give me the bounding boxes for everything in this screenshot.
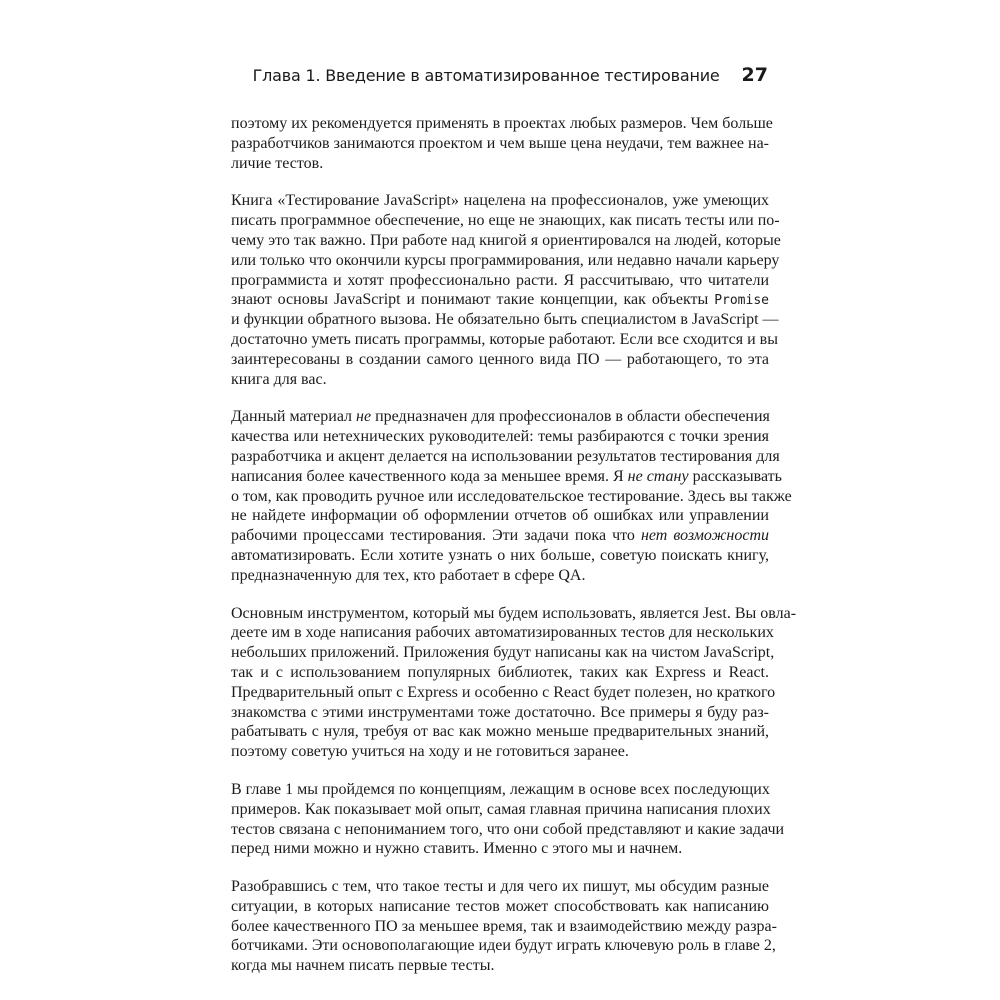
text-line	[231, 447, 780, 467]
text-line	[231, 191, 769, 211]
paragraph	[231, 780, 785, 859]
text-line	[231, 722, 769, 742]
text-line	[231, 604, 797, 624]
paragraph	[231, 191, 781, 389]
text-line	[231, 487, 792, 507]
text-segment: о том, как проводить ручное или исследовательское тестирование. Здесь вы также	[231, 487, 792, 505]
text-line	[231, 370, 769, 390]
text-line	[231, 467, 782, 487]
paragraph	[231, 604, 797, 762]
text-line	[231, 231, 781, 251]
text-segment: более качественного ПО за меньшее время, так и взаимодействию между разра-	[231, 917, 777, 935]
body-text	[231, 114, 797, 994]
text-segment: разработчика и акцент делается на использовании результатов тестирования для	[231, 447, 780, 465]
text-segment: писать программное обеспечение, но еще не знающих, как писать тесты или по-	[231, 212, 780, 230]
text-segment: личие тестов.	[231, 154, 324, 172]
text-line	[231, 780, 769, 800]
page-number: 27	[741, 64, 768, 86]
text-segment: В главе 1 мы пройдемся по концепциям, лежащим в основе всех последующих	[231, 780, 770, 798]
text-line	[231, 703, 769, 723]
text-line	[231, 877, 769, 897]
text-segment: и функции обратного вызова. Не обязательно быть специалистом в JavaScript —	[231, 311, 779, 329]
text-line	[231, 546, 769, 566]
text-line	[231, 330, 778, 350]
text-line	[231, 427, 769, 447]
text-segment: так и с использованием популярных библиотек, таких как Express и React.	[231, 663, 769, 681]
text-line	[231, 742, 769, 762]
text-segment: качества или нетехнических руководителей: темы разбираются с точки зрения	[231, 428, 769, 446]
text-segment: чему это так важно. При работе над книгой я ориентировался на людей, которые	[231, 231, 781, 249]
paragraph	[231, 114, 773, 173]
emphasis: не	[356, 408, 372, 426]
text-line	[231, 663, 769, 683]
text-line	[231, 917, 777, 937]
text-segment: автоматизировать. Если хотите узнать о них больше, советую поискать книгу,	[231, 546, 769, 564]
text-segment: программиста и хотят профессионально расти. Я рассчитываю, что читатели	[231, 271, 769, 289]
text-segment: предназначенную для тех, кто работает в сфере QA.	[231, 566, 586, 584]
text-line	[231, 820, 785, 840]
text-segment: предназначен для профессионалов в области обеспечения	[371, 408, 770, 426]
text-segment: книга для вас.	[231, 370, 327, 388]
text-segment: небольших приложений. Приложения будут написаны как на чистом JavaScript,	[231, 644, 775, 662]
text-segment: поэтому их рекомендуется применять в проектах любых размеров. Чем больше	[231, 115, 773, 132]
text-line	[231, 839, 769, 859]
text-line	[231, 310, 779, 330]
text-segment: деете им в ходе написания рабочих автоматизированных тестов для нескольких	[231, 624, 774, 642]
text-segment: Данный материал	[231, 408, 357, 426]
emphasis: не стану	[627, 467, 689, 485]
text-line	[231, 134, 769, 154]
text-line	[231, 800, 769, 820]
text-line	[231, 526, 769, 546]
text-segment: рассказывать	[688, 467, 782, 485]
text-line	[231, 643, 775, 663]
text-segment: или только что окончили курсы программирования, или недавно начали карьеру	[231, 251, 780, 269]
text-line	[231, 271, 769, 291]
text-line	[231, 897, 769, 917]
text-line	[231, 407, 769, 427]
text-line	[231, 623, 774, 643]
text-segment: перед ними можно и нужно ставить. Именно с этого мы и начнем.	[231, 840, 683, 858]
text-line	[231, 350, 769, 370]
paragraph	[231, 877, 777, 976]
paragraph	[231, 407, 792, 585]
text-line	[231, 683, 776, 703]
text-segment: когда мы начнем писать первые тесты.	[231, 957, 495, 975]
text-segment: ситуации, в которых написание тестов может способствовать как написанию	[231, 897, 769, 915]
text-line	[231, 114, 773, 134]
emphasis: нет возможности	[640, 527, 769, 545]
text-segment: заинтересованы в создании самого ценного вида ПО — работающего, то эта	[231, 350, 769, 368]
text-segment: примеров. Как показывает мой опыт, самая главная причина написания плохих	[231, 800, 771, 818]
text-segment: не найдете информации об оформлении отчетов об ошибках или управлении	[231, 507, 769, 525]
text-line	[231, 566, 769, 586]
running-head	[0, 64, 768, 90]
text-segment: написания более качественного кода за меньшее время. Я	[231, 467, 628, 485]
text-line	[231, 251, 780, 271]
text-segment: Предварительный опыт с Express и особенно с React будет полезен, но краткого	[231, 683, 776, 701]
chapter-title: Глава 1. Введение в автоматизированное тестирование	[252, 66, 720, 85]
text-line	[231, 936, 776, 956]
text-line	[231, 506, 769, 526]
text-segment: знакомства с этими инструментами тоже достаточно. Все примеры я буду раз-	[231, 703, 769, 721]
text-segment: рабатывать с нуля, требуя от вас как можно меньше предварительных знаний,	[231, 723, 769, 741]
text-segment: достаточно уметь писать программы, которые работают. Если все сходится и вы	[231, 330, 778, 348]
text-segment: Книга «Тестирование JavaScript» нацелена на профессионалов, уже умеющих	[231, 192, 769, 210]
text-segment: ботчиками. Эти основополагающие идеи будут играть ключевую роль в главе 2,	[231, 937, 776, 955]
text-segment: тестов связана с непониманием того, что они собой представляют и какие задачи	[231, 820, 785, 838]
text-segment: рабочими процессами тестирования. Эти задачи пока что	[231, 527, 641, 545]
text-line	[231, 211, 780, 231]
text-line	[231, 956, 769, 976]
text-segment: Разобравшись с тем, что такое тесты и для чего их пишут, мы обсудим разные	[231, 878, 769, 896]
inline-code: Promise	[714, 293, 769, 309]
text-segment: поэтому советую учиться на ходу и не готовиться заранее.	[231, 743, 629, 761]
text-segment: знают основы JavaScript и понимают такие концепции, как объекты	[231, 291, 715, 309]
text-segment: Основным инструментом, который мы будем использовать, является Jest. Вы овла-	[231, 604, 797, 622]
text-line	[231, 154, 769, 174]
text-segment: разработчиков занимаются проектом и чем выше цена неудачи, тем важнее на-	[231, 134, 769, 152]
text-line	[231, 290, 769, 310]
